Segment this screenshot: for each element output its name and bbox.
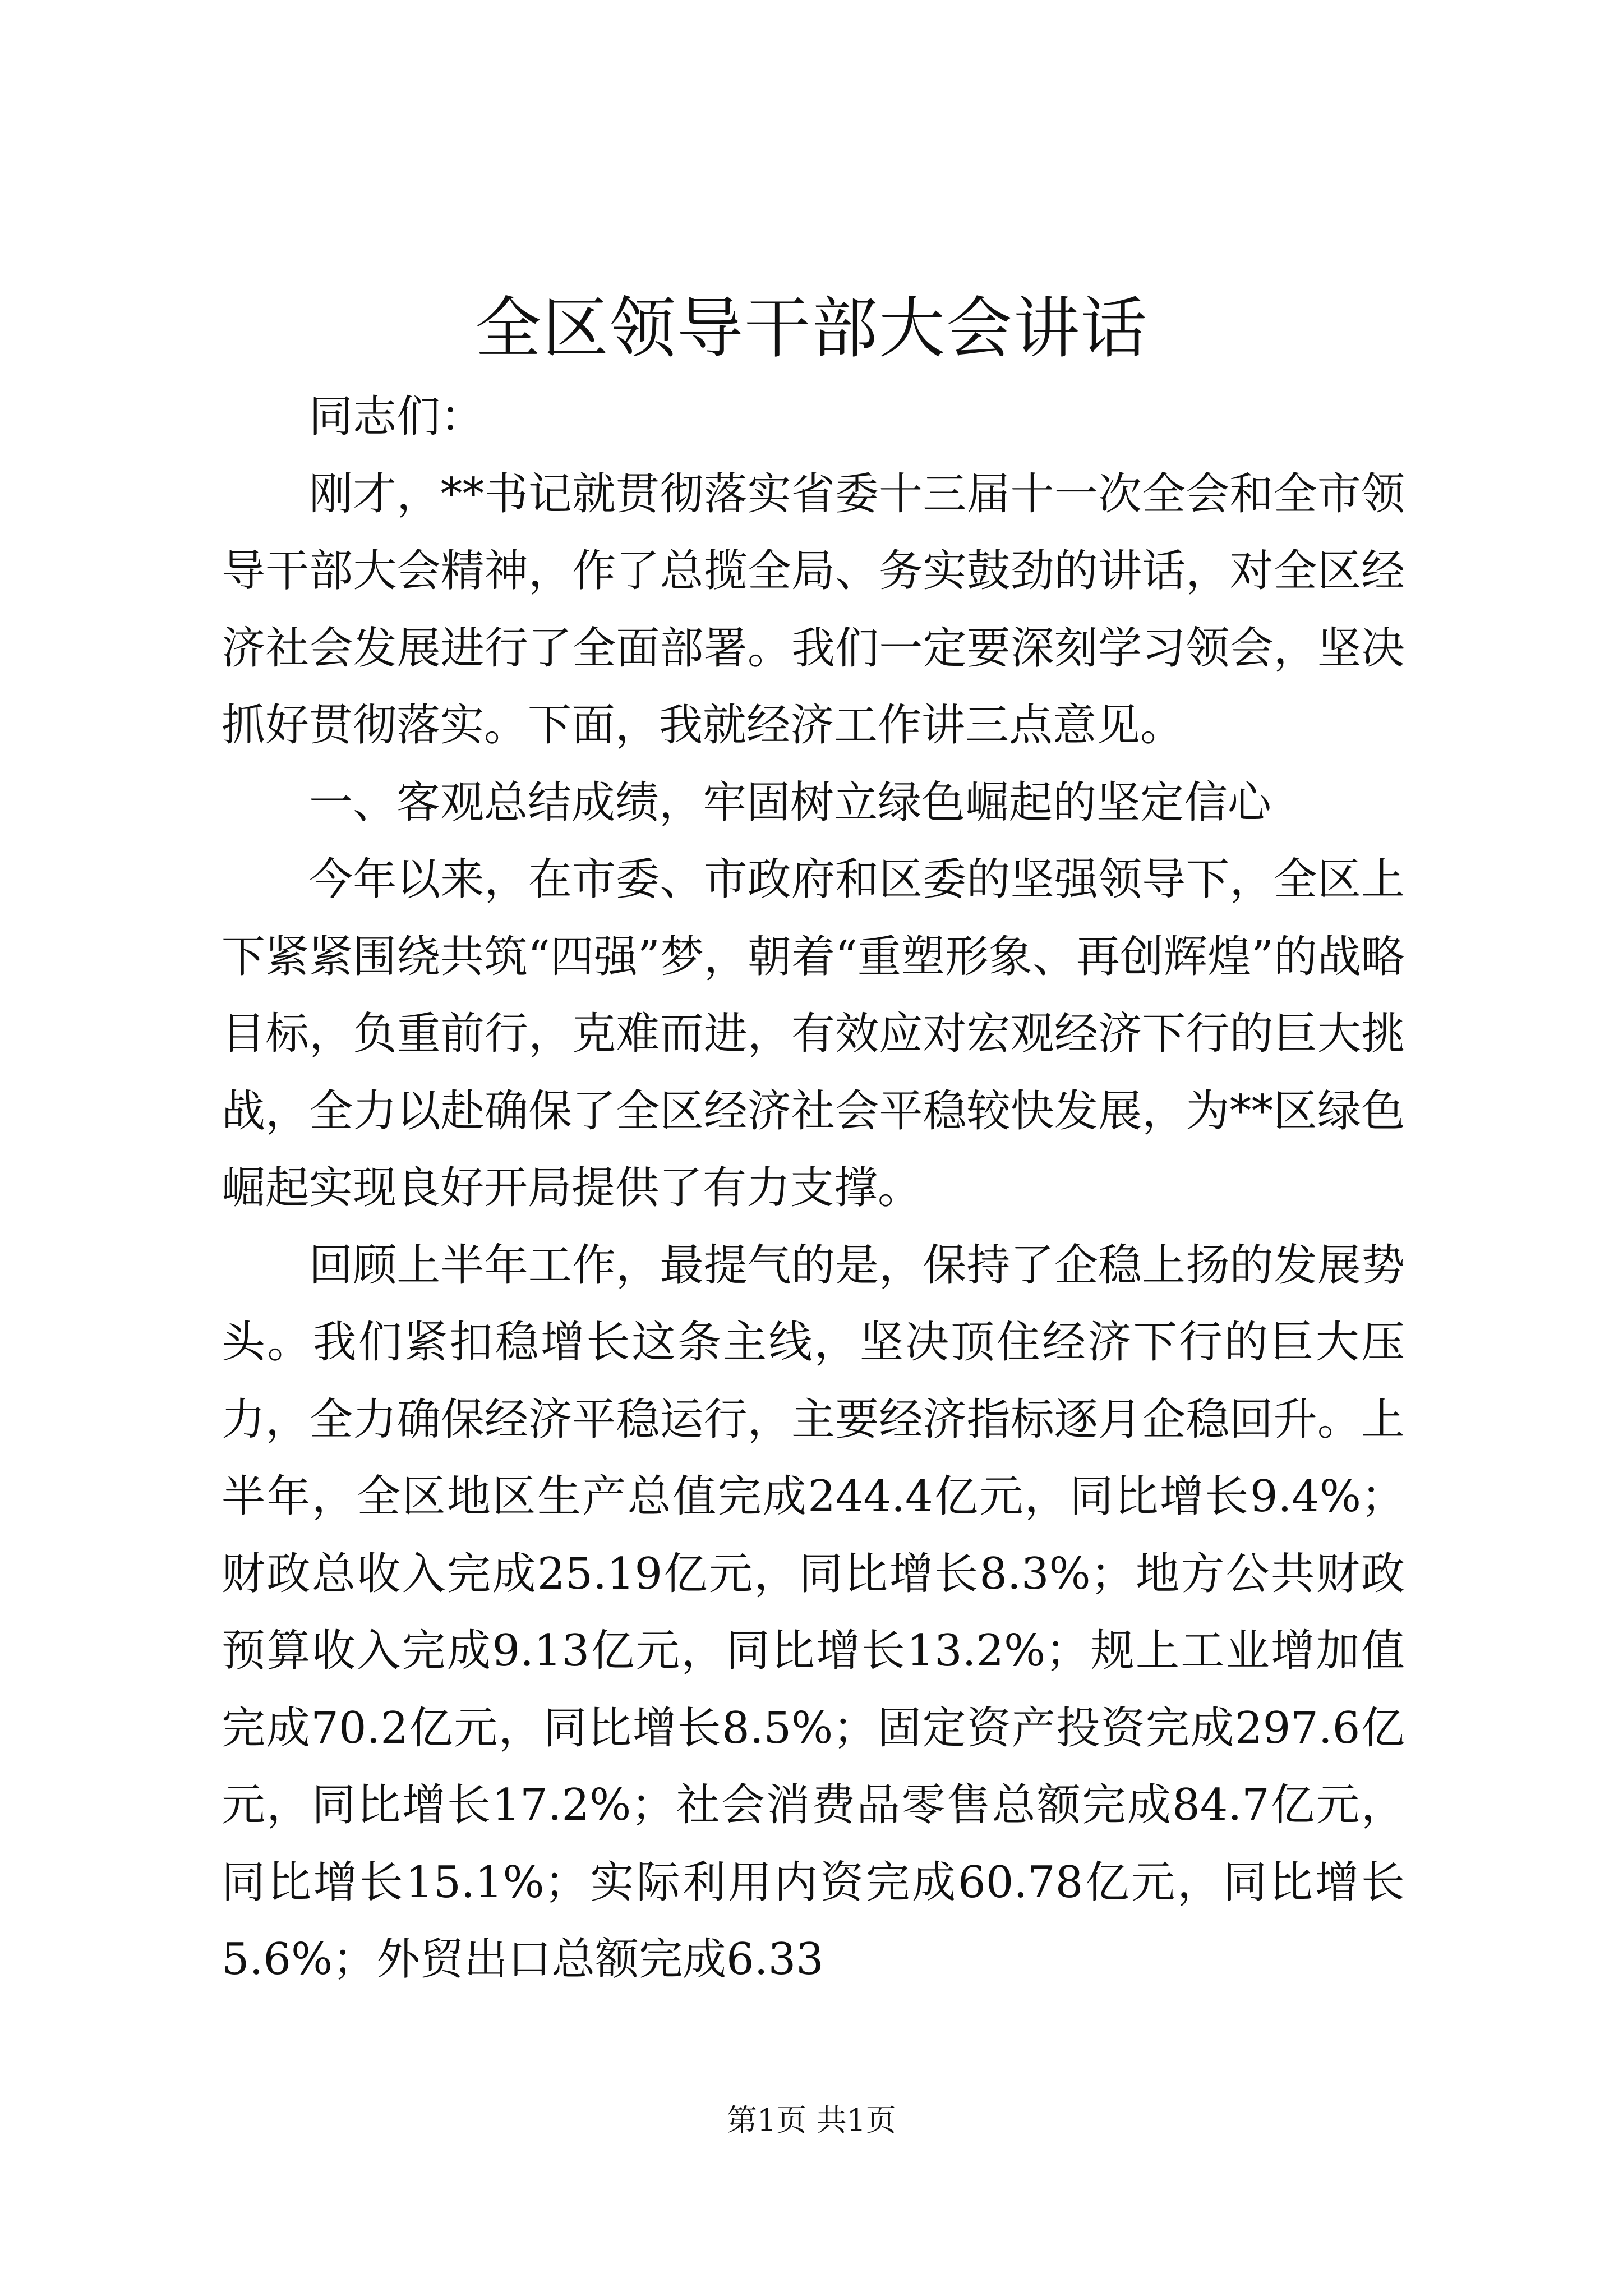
section-heading-1: 一、客观总结成绩，牢固树立绿色崛起的坚定信心 <box>309 777 1272 828</box>
paragraph-review: 回顾上半年工作，最提气的是，保持了企稳上扬的发展势头。我们紧扣稳增长这条主线，坚决顶住经济下行的巨大压力，全力确保经济平稳运行，主要经济指标逐月企稳回升。上半年，全区地区生产总值完成244.4亿元，同比增长9.4%；财政总收入完成25.19亿元，同比增长8.3%；地方公共财政预算收入完成9.13亿元，同比增长13.2%；规上工业增加值完成70.2亿元，同比增长8.5%；固定资产投资完成297.6亿元，同比增长17.2%；社会消费品零售总额完成84.7亿元，同比增长15.1%；实际利用内资完成60.78亿元，同比增长5.6%；外贸出口总额完成6.33 <box>222 1240 1405 1985</box>
paragraph-overview: 今年以来，在市委、市政府和区委的坚强领导下，全区上下紧紧围绕共筑“四强”梦，朝着“重塑形象、再创辉煌”的战略目标，负重前行，克难而进，有效应对宏观经济下行的巨大挑战，全力以赴确保了全区经济社会平稳较快发展，为**区绿色崛起实现良好开局提供了有力支撑。 <box>222 854 1405 1213</box>
page-footer: 第1页 共1页 <box>727 2102 896 2138</box>
greeting: 同志们： <box>309 392 485 442</box>
paragraph-intro: 刚才，**书记就贯彻落实省委十三届十一次全会和全市领导干部大会精神，作了总揽全局、务实鼓劲的讲话，对全区经济社会发展进行了全面部署。我们一定要深刻学习领会，坚决抓好贯彻落实。下面，我就经济工作讲三点意见。 <box>222 468 1405 751</box>
document-body <box>222 379 1405 1999</box>
document-title: 全区领导干部大会讲话 <box>474 289 1148 367</box>
